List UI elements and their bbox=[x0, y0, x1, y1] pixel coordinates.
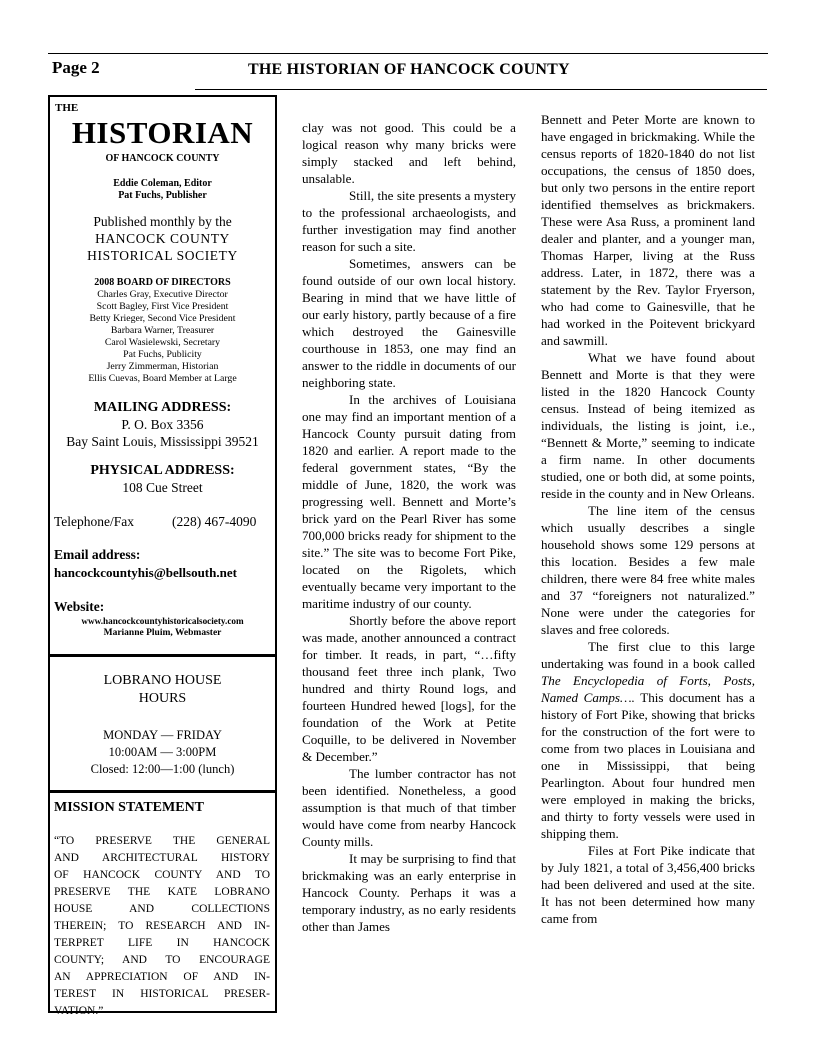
board-member: Pat Fuchs, Publicity bbox=[123, 349, 202, 360]
masthead-box bbox=[48, 95, 277, 656]
article-paragraph: Sometimes, answers can be found outside of our own local history. Bearing in mind that we have little of our early history, partly because of a fire which destroyed the Gainesville courthouse in 1853, one may find an answer to the riddle in documents of our neighboring state. bbox=[302, 256, 516, 390]
mission-line: AND ARCHITECTURAL HISTORY bbox=[54, 852, 270, 864]
mission-heading: MISSION STATEMENT bbox=[54, 800, 205, 815]
society-name-line2: HISTORICAL SOCIETY bbox=[87, 248, 238, 263]
physical-address-line1: 108 Cue Street bbox=[122, 480, 203, 495]
email-heading: Email address: bbox=[54, 547, 141, 562]
board-member: Betty Krieger, Second Vice President bbox=[89, 313, 236, 324]
published-by: Published monthly by the bbox=[93, 214, 232, 229]
website-link[interactable]: www.hancockcountyhistoricalsociety.com bbox=[81, 616, 244, 626]
hours-times: 10:00AM — 3:00PM bbox=[108, 745, 217, 759]
website-heading: Website: bbox=[54, 599, 105, 614]
publisher-credit: Pat Fuchs, Publisher bbox=[118, 190, 207, 201]
masthead-title: HISTORIAN bbox=[71, 115, 254, 150]
hours-closed: Closed: 12:00—1:00 (lunch) bbox=[90, 762, 235, 776]
page-number: Page 2 bbox=[52, 58, 100, 77]
physical-address-heading: PHYSICAL ADDRESS: bbox=[90, 463, 235, 478]
masthead-subtitle: OF HANCOCK COUNTY bbox=[105, 153, 220, 164]
email-link[interactable]: hancockcountyhis@bellsouth.net bbox=[54, 565, 237, 580]
header-top-rule bbox=[48, 53, 768, 54]
mission-line: TERPRET LIFE IN HANCOCK bbox=[54, 937, 270, 949]
board-heading: 2008 BOARD OF DIRECTORS bbox=[94, 277, 231, 288]
board-member: Charles Gray, Executive Director bbox=[97, 289, 228, 300]
article-text: The first clue to this large undertaking was found in a book called bbox=[541, 639, 755, 671]
mission-line: THEREIN; TO RESEARCH AND IN- bbox=[54, 920, 270, 932]
mailing-address-line2: Bay Saint Louis, Mississippi 39521 bbox=[66, 434, 259, 449]
hours-heading-line2: HOURS bbox=[138, 691, 187, 706]
article-paragraph: Still, the site presents a mystery to the professional archaeologists, and further investigation may find another reason for such a site. bbox=[302, 188, 516, 254]
running-title: THE HISTORIAN OF HANCOCK COUNTY bbox=[248, 61, 570, 78]
board-member: Barbara Warner, Treasurer bbox=[110, 325, 215, 336]
webmaster-credit: Marianne Pluim, Webmaster bbox=[103, 628, 222, 638]
board-member: Scott Bagley, First Vice President bbox=[96, 301, 229, 312]
mission-line: COUNTY; AND TO ENCOURAGE bbox=[54, 954, 270, 966]
article-paragraph bbox=[541, 638, 755, 842]
article-paragraph: It may be surprising to find that brickmaking was an early enterprise in Hancock County. Perhaps it was a temporary industry, as no early residents other than James bbox=[302, 851, 516, 934]
masthead-the: THE bbox=[55, 102, 79, 114]
hours-heading-line1: LOBRANO HOUSE bbox=[103, 673, 222, 688]
mission-line: VATION.” bbox=[54, 1005, 104, 1017]
mission-line: TEREST IN HISTORICAL PRESER- bbox=[54, 988, 270, 1000]
article-paragraph: The line item of the census which usually describes a single household shows some 129 persons at this location. Besides a few male children, there were 84 free white males and 37 “foreigners not naturalized.” None were under the categories for slaves and free coloreds. bbox=[541, 503, 755, 637]
hours-box bbox=[48, 655, 277, 792]
article-paragraph: Bennett and Peter Morte are known to have engaged in brickmaking. While the census reports of 1820-1840 do not list occupations, the census of 1850 does, but only two persons in the entire report identified themselves as brickmakers. These were Asa Russ, a prominent land dealer and planter, and a younger man, Thomas Harper, living at the Russ address. Later, in 1872, there was a statement by the Rev. Taylor Fryerson, who had come to Gainesville, that he had worked in the Poitevent brickyard and sawmill. bbox=[541, 112, 755, 348]
mission-line: AN APPRECIATION OF AND IN- bbox=[54, 971, 270, 983]
article-paragraph: Files at Fort Pike indicate that by July 1821, a total of 3,456,400 bricks had been delivered and used at the site. It has not been determined how many came from bbox=[541, 843, 755, 926]
phone-value: (228) 467-4090 bbox=[172, 514, 257, 529]
article-column-2 bbox=[302, 119, 516, 935]
header-bottom-rule bbox=[195, 89, 767, 90]
hours-days: MONDAY — FRIDAY bbox=[103, 728, 222, 742]
mission-line: “TO PRESERVE THE GENERAL bbox=[54, 835, 270, 847]
article-paragraph: What we have found about Bennett and Morte is that they were listed in the 1820 Hancock County census. Instead of being itemized as individuals, the listing is joint, i.e., “Bennett & Morte,” seeming to indicate a firm name. In other documents studied, one or both did, at some points, reside in the county and in New Orleans. bbox=[541, 350, 755, 501]
book-title: The Encyclopedia of Forts, Posts, Named Camps…. bbox=[541, 673, 755, 705]
mailing-address-heading: MAILING ADDRESS: bbox=[93, 400, 232, 415]
mission-line: HOUSE AND COLLECTIONS bbox=[54, 903, 270, 915]
mission-line: OF HANCOCK COUNTY AND TO bbox=[54, 869, 270, 881]
mailing-address-line1: P. O. Box 3356 bbox=[121, 417, 204, 432]
article-paragraph: Shortly before the above report was made, another announced a contract for timber. It reads, in part, “…fifty thousand feet three inch plank, Two hundred and thirty Round logs, and fourteen Hundred hewed [logs], for the foundation of the Work at Petite Coquille, to be delivered in November & December.” bbox=[302, 613, 516, 764]
board-list bbox=[50, 289, 275, 385]
board-member: Jerry Zimmerman, Historian bbox=[106, 361, 219, 372]
mission-text bbox=[54, 833, 270, 1020]
article-paragraph: In the archives of Louisiana one may find an important mention of a Hancock County pursuit dating from 1820 and earlier. A report made to the federal government states, “By the middle of June, 1820, the work was progressing well. Bennett and Morte’s brick yard on the Pearl River has some 700,000 bricks ready for shipment to the site.” The site was to become Fort Pike, located on the Rigolets, which eventually became very important to the maritime industry of our county. bbox=[302, 392, 516, 611]
society-name-line1: HANCOCK COUNTY bbox=[95, 231, 230, 246]
phone-label: Telephone/Fax bbox=[54, 514, 135, 529]
mission-line: PRESERVE THE KATE LOBRANO bbox=[54, 886, 270, 898]
article-paragraph: clay was not good. This could be a logical reason why many bricks were simply stacked and left behind, unsalable. bbox=[302, 120, 516, 186]
article-text: This document has a history of Fort Pike, showing that bricks for the construction of the fort were to come from two places in Louisiana and one in Mississippi, that being Pearlington. About four hundred men were employed in making the bricks, and thirty to forty vessels were used in shipping them. bbox=[541, 690, 755, 841]
article-paragraph: The lumber contractor has not been identified. Nonetheless, a good assumption is that much of that timber would have come from nearby Hancock County mills. bbox=[302, 766, 516, 849]
board-member: Carol Wasielewski, Secretary bbox=[104, 337, 221, 348]
mission-box bbox=[48, 791, 277, 1017]
editor-credit: Eddie Coleman, Editor bbox=[113, 178, 212, 189]
article-column-3 bbox=[541, 111, 755, 927]
board-member: Ellis Cuevas, Board Member at Large bbox=[88, 373, 237, 384]
